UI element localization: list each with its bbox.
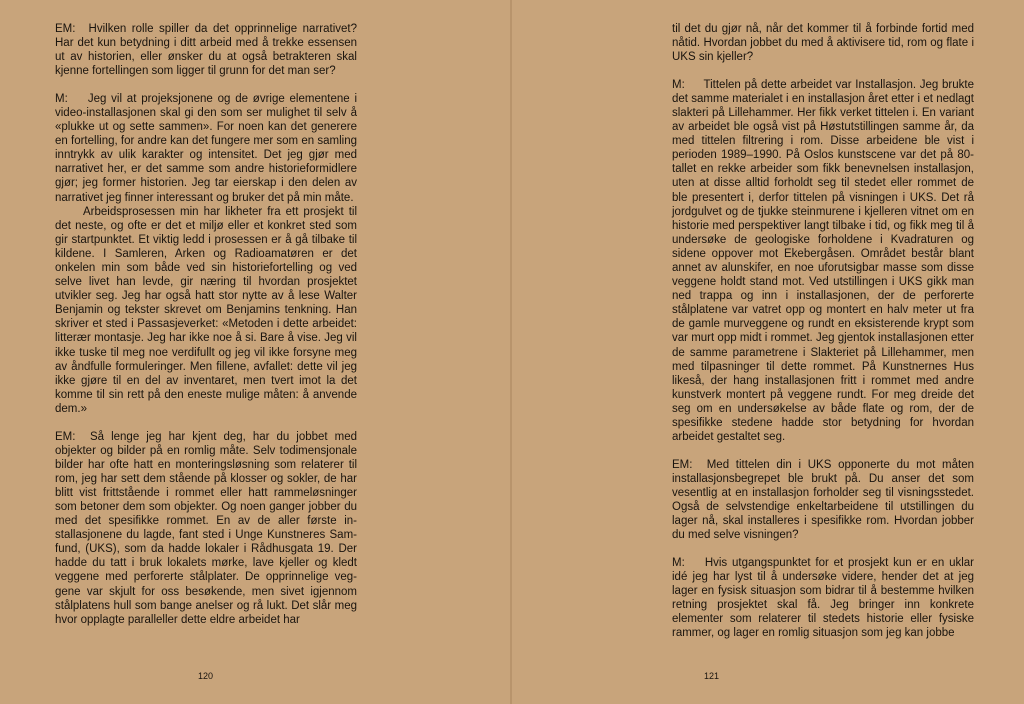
speaker-label: EM: (672, 458, 693, 471)
page-number: 121 (704, 671, 720, 681)
speaker-label: M: (672, 78, 685, 91)
paragraph (55, 205, 357, 416)
paragraph (55, 92, 357, 205)
paragraph (55, 430, 357, 627)
paragraph (55, 22, 357, 78)
page-number: 120 (198, 671, 214, 681)
right-text-column (672, 22, 974, 640)
left-text-column (55, 22, 357, 627)
paragraph-text: til det du gjør nå, når det kommer til å forbinde fortid med nåtid. Hvordan jobbet du med å aktivisere tid, rom og flate i UKS sin kjeller? (672, 23, 974, 64)
paragraph-text: Hvis utgangspunktet for et prosjekt kun er en uklar idé jeg har lyst til å undersøke videre, hender det at jeg lager en fysisk situasjon som bidrar til å bestemme hvilken retning prosjektet skal få. Jeg bringer inn konkrete elementer som relaterer til stedets historie eller fysiske rammer, og lager en romlig situasjon som jeg kan jobbe (672, 556, 974, 640)
speaker-label: EM: (55, 23, 76, 35)
paragraph-text: Med tittelen din i UKS opponerte du mot måten installasjonsbegrepet ble brukt på. Du anser det som vesentlig at en installasjon forholder seg til visningsstedet. Også de selvstendige enkeltarbeidene til utstillingen du lager nå, skal installeres i spesifikke rom. Hvordan jobber du med selve visningen? (672, 458, 974, 542)
speaker-label: M: (55, 92, 68, 105)
paragraph-text: Tittelen på dette arbeidet var Installasjon. Jeg brukte det samme materialet i en installasjon året etter i et nedlagt slakteri på Lillehammer. Her fikk verket tittelen i. En variant av arbeidet ble også vist på Høstutstillingen samme år, da med tittelen filtrering i rom. Disse arbeidene ble vist i perioden 1989–1990. På Oslos kunstscene var det på 80-tallet en rekke arbeider som fikk benevnelsen installasjon, uten at disse alltid forholdt seg til stedet eller rommet de ble presentert i, derfor tittelen på visningen i UKS. Det rå jordgulvet og de tjukke steinmurene i kjelleren vitnet om en historie med perspektiver langt tilbake i tid, og fikk meg til å undersøke de geologiske forholdene i Kvadraturen og sidene oppover mot Ekebergåsen. Området består blant annet av alunskifer, en noe uforutsigbar masse som disse veggene holdt stand mot. Ved utstillingen i UKS gikk man ned trappa og inn i installasjonen, der de perforerte stålplatene var vatret opp og montert en halv meter ut fra de gamle murveggene og rundt en eksisterende krypt som var murt opp midt i rommet. Jeg gjentok installasjonen etter de samme parametrene i Slakteriet på Lillehammer, men med tilpasninger til dette rommet. På Kunstnernes Hus likeså, der hang installasjonen fritt i rommet med andre kunstverk montert på veggene rundt. For meg dreide det seg om en undersøkelse av både flate og rom, der de spesifikke stedene hadde stor betydning for hvordan arbeidet gestaltet seg. (672, 78, 974, 444)
left-page (0, 0, 511, 704)
paragraph-text: Arbeidsprosessen min har likheter fra ett prosjekt til det neste, og ofte er det et miljø eller et konkret sted som gir startpunktet. Et viktig ledd i prosessen er å gå tilbake til kildene. I Samleren, Arken og Radioamatøren er det onkelen min som både ved sin historiefortelling og ved selve livet han levde, gir næring til hvordan prosjektet utvikler seg. Jeg har også hatt stor nytte av å lese Walter Benjamin og tekster skrevet om Benjamins tenkning. Han skriver et sted i Passasjeverket: «Metoden i dette arbeidet: litterær montasje. Jeg har ikke noe å si. Bare å vise. Jeg vil ikke tuske til meg noe verdifullt og jeg vil ikke forsyne meg av åndfulle formuleringer. Men fillene, avfallet: dette vil jeg ikke gjøre til en del av inventaret, men tvert imot la det komme til sin rett på den eneste mulige måten: å anvende dem.» (55, 205, 357, 415)
paragraph-text: Jeg vil at projeksjonene og de øvrige elementene i video-installasjonen skal gi den som ser mulighet til selv å «plukke ut og sette sammen». For noen kan det generere en fortelling, for andre kan det fungere mer som en samling inntrykk av ulik karakter og intensitet. Det jeg gjør med narrativet her, er det samme som andre historieformidlere gjør; jeg former historien. Jeg tar eierskap i den delen av narrativet jeg finner interessant og bruker det på min måte. (55, 92, 357, 204)
speaker-label: M: (672, 556, 685, 569)
paragraph-text: Hvilken rolle spiller da det opprinnelige narrativet? Har det kun betydning i ditt arbeid med å trekke essensen ut av historien, eller ønsker du at også betrakteren skal kjenne fortellingen som ligger til grunn for det man ser? (55, 23, 357, 78)
paragraph-text: Så lenge jeg har kjent deg, har du jobbet med objekter og bilder på en romlig måte. Selv todimensjonale bilder har ofte hatt en monteringsløsning som relaterer til rom, jeg har sett dem stående på klosser og sokler, de har blitt vist frittstående i rommet eller hatt rammeløsninger som betoner dem som objekter. Og noen ganger jobber du med det spesifikke rommet. En av de aller første installasjonene du lagde, fant sted i Unge Kunstneres Samfund, (UKS), som da hadde lokaler i Rådhusgata 19. Der hadde du tatt i bruk lokalets mørke, lave kjeller og kledt veggene med perforerte stålplater. De opprinnelige veggene var skjult for oss besøkende, men sivet igjennom stålplatens hull som bange anelser og rå lukt. Det slår meg hvor opplagte paralleller dette eldre arbeidet har (55, 430, 358, 626)
paragraph (672, 78, 974, 444)
right-page (512, 0, 1024, 704)
paragraph (672, 458, 974, 543)
paragraph (672, 22, 974, 64)
speaker-label: EM: (55, 430, 76, 443)
paragraph (672, 556, 974, 641)
